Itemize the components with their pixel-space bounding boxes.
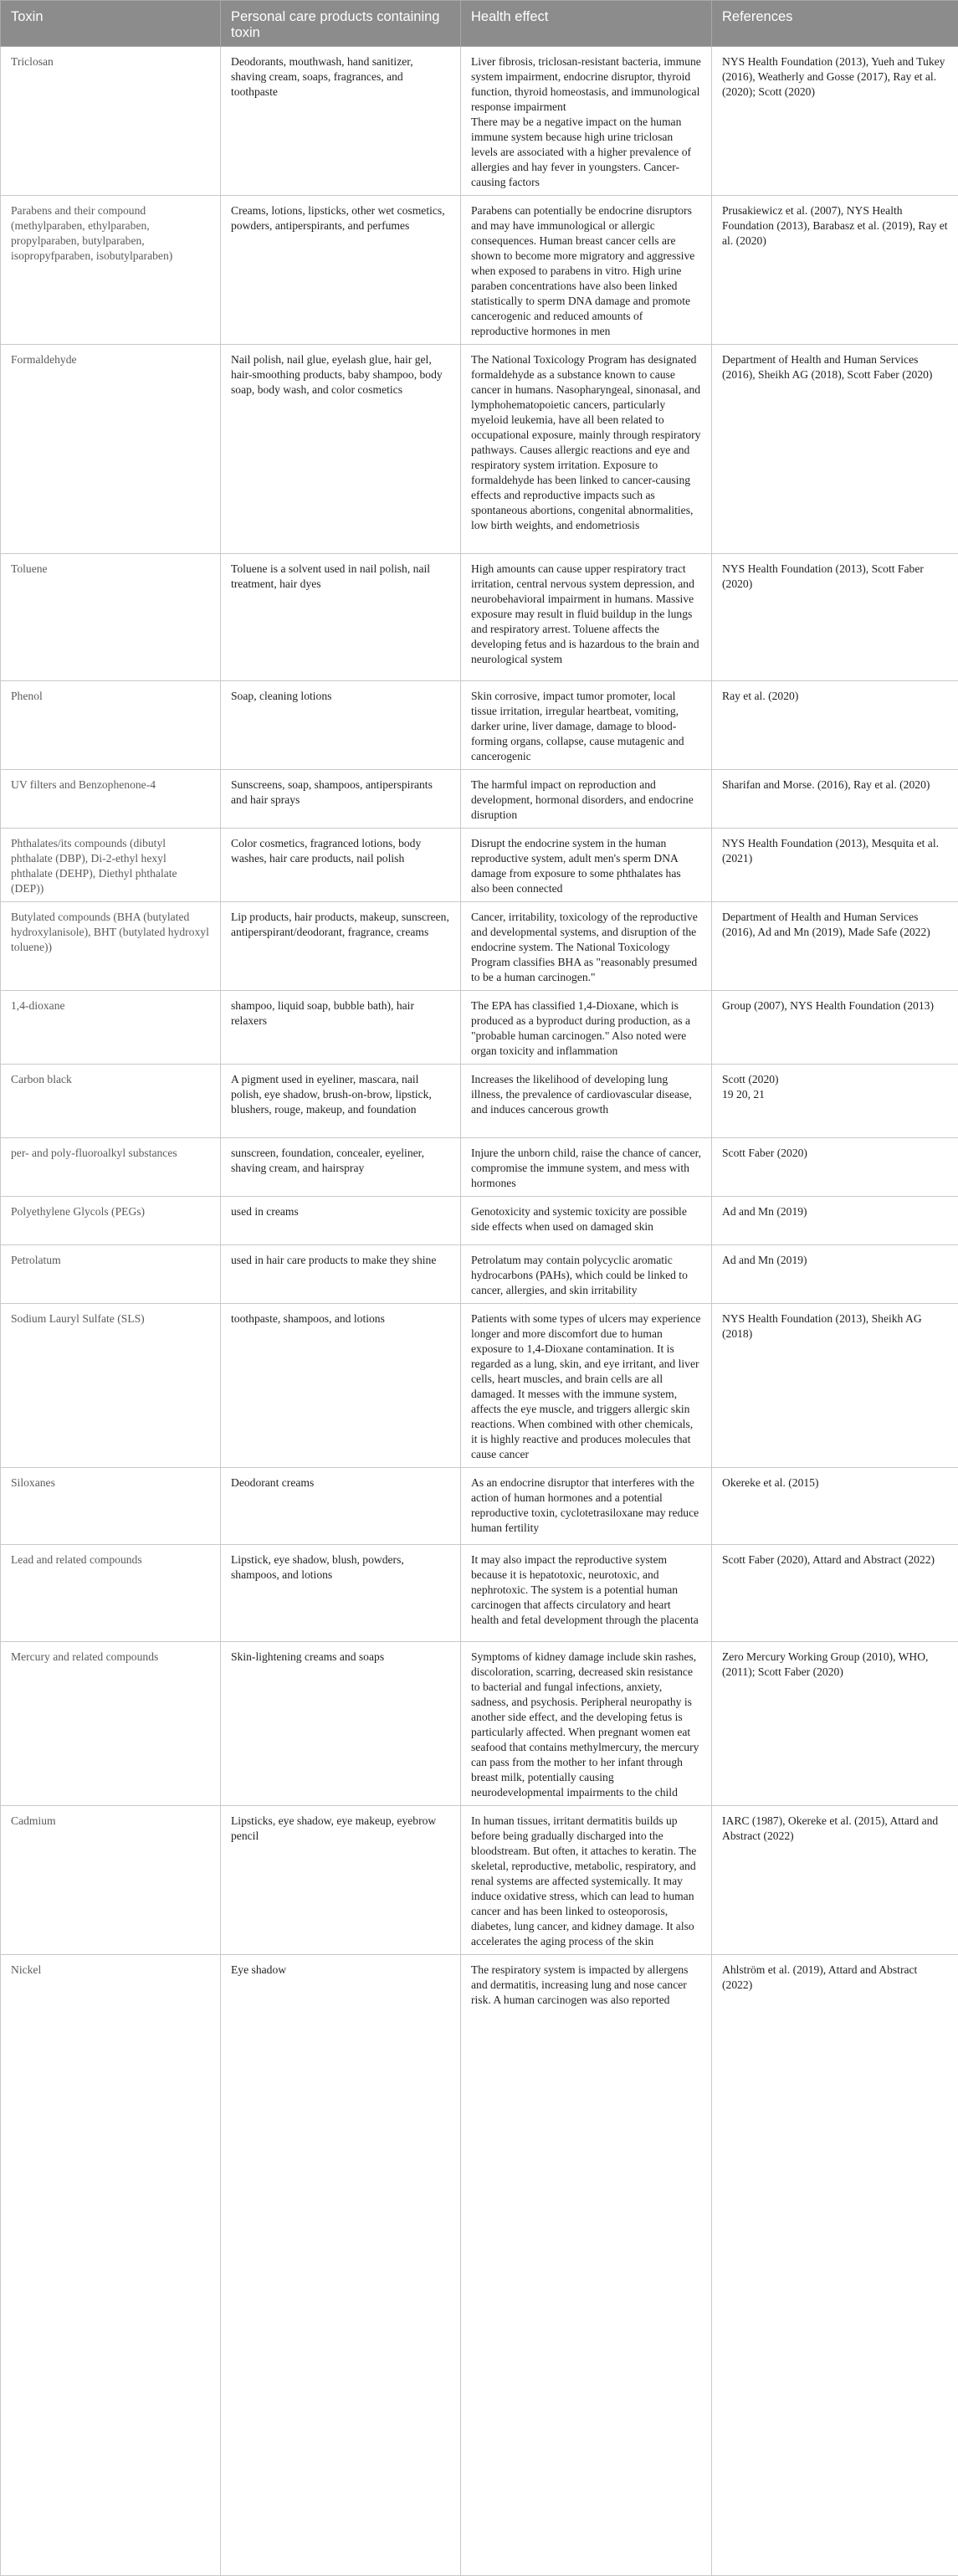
- toxin-cell: Toluene: [1, 554, 221, 681]
- toxin-cell: Phthalates/its compounds (dibutyl phthalate (DBP), Di-2-ethyl hexyl phthalate (DEHP), Diethyl phthalate (DEP)): [1, 829, 221, 902]
- table-row: [1, 770, 958, 829]
- references-cell: Group (2007), NYS Health Foundation (2013): [712, 991, 958, 1065]
- health-effect-cell: Increases the likelihood of developing lung illness, the prevalence of cardiovascular disease, and induces cancerous growth: [461, 1065, 712, 1138]
- references-cell: Scott Faber (2020), Attard and Abstract (2022): [712, 1545, 958, 1642]
- products-cell: Lipsticks, eye shadow, eye makeup, eyebrow pencil: [221, 1806, 461, 1955]
- toxin-cell: Petrolatum: [1, 1245, 221, 1304]
- table-row: [1, 554, 958, 681]
- toxin-cell: Carbon black: [1, 1065, 221, 1138]
- references-cell: NYS Health Foundation (2013), Sheikh AG (2018): [712, 1304, 958, 1468]
- health-effect-cell: Symptoms of kidney damage include skin rashes, discoloration, scarring, decreased skin resistance to bacterial and fungal infections, anxiety, sadness, and psychosis. Peripheral neuropathy is another side effect, and the developing fetus is particularly affected. When pregnant women eat seafood that contains methylmercury, the mercury can pass from the mother to her infant through breast milk, potentially causing neurodevelopmental impairments to the child: [461, 1642, 712, 1806]
- references-cell: NYS Health Foundation (2013), Mesquita et al. (2021): [712, 829, 958, 902]
- table-row: [1, 1245, 958, 1304]
- products-cell: Nail polish, nail glue, eyelash glue, hair gel, hair-smoothing products, baby shampoo, body soap, body wash, and color cosmetics: [221, 345, 461, 554]
- health-effect-cell: Petrolatum may contain polycyclic aromatic hydrocarbons (PAHs), which could be linked to cancer, allergies, and skin irritability: [461, 1245, 712, 1304]
- health-effect-cell: The National Toxicology Program has designated formaldehyde as a substance known to cause cancer in humans. Nasopharyngeal, sinonasal, and lymphohematopoietic cancers, particularly myeloid leukemia, have all been related to occupational exposure, mainly through respiratory pathways. Causes allergic reactions and eye and respiratory system irritation. Exposure to formaldehyde has been linked to cancer-causing effects and reproductive impacts such as spontaneous abortions, congenital abnormalities, low birth weights, and endometriosis: [461, 345, 712, 554]
- toxin-cell: Parabens and their compound (methylparaben, ethylparaben, propylparaben, butylparaben, isopropyfparaben, isobutylparaben): [1, 196, 221, 345]
- health-effect-cell: High amounts can cause upper respiratory tract irritation, central nervous system depression, and neurobehavioral impairment in humans. Massive exposure may result in fluid buildup in the lungs and respiratory arrest. Toluene affects the developing fetus and is hazardous to the brain and neurological system: [461, 554, 712, 681]
- table-row: [1, 991, 958, 1065]
- products-cell: Lipstick, eye shadow, blush, powders, shampoos, and lotions: [221, 1545, 461, 1642]
- references-cell: Scott Faber (2020): [712, 1138, 958, 1197]
- health-effect-cell: Genotoxicity and systemic toxicity are possible side effects when used on damaged skin: [461, 1197, 712, 1245]
- column-header-references: References: [712, 1, 958, 47]
- table-row: [1, 1642, 958, 1806]
- table-row: [1, 829, 958, 902]
- references-cell: Ad and Mn (2019): [712, 1197, 958, 1245]
- toxin-cell: Sodium Lauryl Sulfate (SLS): [1, 1304, 221, 1468]
- health-effect-cell: Disrupt the endocrine system in the human reproductive system, adult men's sperm DNA damage from exposure to some phthalates has also been connected: [461, 829, 712, 902]
- toxin-cell: per- and poly-fluoroalkyl substances: [1, 1138, 221, 1197]
- references-cell: Department of Health and Human Services (2016), Ad and Mn (2019), Made Safe (2022): [712, 902, 958, 991]
- references-cell: Ray et al. (2020): [712, 681, 958, 770]
- table-header-row: [1, 1, 958, 47]
- health-effect-text: Liver fibrosis, triclosan-resistant bacteria, immune system impairment, endocrine disruptor, thyroid function, thyroid homeostasis, and immunological response impairment: [471, 55, 701, 113]
- products-cell: Toluene is a solvent used in nail polish, nail treatment, hair dyes: [221, 554, 461, 681]
- health-effect-cell: The respiratory system is impacted by allergens and dermatitis, increasing lung and nose cancer risk. A human carcinogen was also reported: [461, 1955, 712, 2576]
- table-row: [1, 196, 958, 345]
- column-header-toxin: Toxin: [1, 1, 221, 47]
- references-cell: Department of Health and Human Services (2016), Sheikh AG (2018), Scott Faber (2020): [712, 345, 958, 554]
- references-cell: NYS Health Foundation (2013), Yueh and Tukey (2016), Weatherly and Gosse (2017), Ray et al. (2020); Scott (2020): [712, 47, 958, 196]
- references-text: Scott (2020): [722, 1073, 779, 1085]
- products-cell: Sunscreens, soap, shampoos, antiperspirants and hair sprays: [221, 770, 461, 829]
- health-effect-cell: Patients with some types of ulcers may experience longer and more discomfort due to human exposure to 1,4-Dioxane contamination. It is regarded as a lung, skin, and eye irritant, and liver cells, heart muscles, and brain cells are all damaged. It messes with the immune system, affects the eye muscle, and triggers allergic skin reactions. When combined with other chemicals, it is highly reactive and produces molecules that cause cancer: [461, 1304, 712, 1468]
- products-cell: toothpaste, shampoos, and lotions: [221, 1304, 461, 1468]
- products-cell: Deodorants, mouthwash, hand sanitizer, shaving cream, soaps, fragrances, and toothpaste: [221, 47, 461, 196]
- references-cell: Prusakiewicz et al. (2007), NYS Health Foundation (2013), Barabasz et al. (2019), Ray et al. (2020): [712, 196, 958, 345]
- products-cell: Lip products, hair products, makeup, sunscreen, antiperspirant/deodorant, fragrance, creams: [221, 902, 461, 991]
- references-cell: NYS Health Foundation (2013), Scott Faber (2020): [712, 554, 958, 681]
- health-effect-cell: It may also impact the reproductive system because it is hepatotoxic, neurotoxic, and nephrotoxic. The system is a potential human carcinogen that affects circulatory and heart health and fetal development through the placenta: [461, 1545, 712, 1642]
- products-cell: Eye shadow: [221, 1955, 461, 2576]
- health-effect-cell: The harmful impact on reproduction and development, hormonal disorders, and endocrine disruption: [461, 770, 712, 829]
- column-header-products: Personal care products containing toxin: [221, 1, 461, 47]
- table-row: [1, 902, 958, 991]
- table-row: [1, 1545, 958, 1642]
- products-cell: sunscreen, foundation, concealer, eyeliner, shaving cream, and hairspray: [221, 1138, 461, 1197]
- table-row: [1, 681, 958, 770]
- references-text-extra: 19 20, 21: [722, 1088, 765, 1101]
- toxin-cell: Siloxanes: [1, 1468, 221, 1545]
- table-row: [1, 1304, 958, 1468]
- references-cell: Ad and Mn (2019): [712, 1245, 958, 1304]
- references-cell: Okereke et al. (2015): [712, 1468, 958, 1545]
- table-row: [1, 1955, 958, 2576]
- table-row: [1, 345, 958, 554]
- toxin-cell: Formaldehyde: [1, 345, 221, 554]
- products-cell: Color cosmetics, fragranced lotions, body washes, hair care products, nail polish: [221, 829, 461, 902]
- products-cell: Skin-lightening creams and soaps: [221, 1642, 461, 1806]
- products-cell: A pigment used in eyeliner, mascara, nail polish, eye shadow, brush-on-brow, lipstick, blushers, rouge, makeup, and foundation: [221, 1065, 461, 1138]
- health-effect-cell: In human tissues, irritant dermatitis builds up before being gradually discharged into the bloodstream. But often, it attaches to keratin. The skeletal, reproductive, metabolic, respiratory, and renal systems are affected systemically. It may induce oxidative stress, which can lead to human cancer and has been linked to osteoporosis, diabetes, lung cancer, and kidney damage. It also accelerates the aging process of the skin: [461, 1806, 712, 1955]
- toxin-cell: Triclosan: [1, 47, 221, 196]
- toxin-cell: 1,4-dioxane: [1, 991, 221, 1065]
- toxin-cell: Lead and related compounds: [1, 1545, 221, 1642]
- toxin-cell: Cadmium: [1, 1806, 221, 1955]
- health-effect-cell: Injure the unborn child, raise the chance of cancer, compromise the immune system, and mess with hormones: [461, 1138, 712, 1197]
- health-effect-text-extra: There may be a negative impact on the human immune system because high urine triclosan levels are associated with a higher prevalence of allergies and hay fever in youngsters. Cancer-causing factors: [471, 115, 692, 188]
- table-row: [1, 1138, 958, 1197]
- column-header-health-effect: Health effect: [461, 1, 712, 47]
- toxin-cell: Phenol: [1, 681, 221, 770]
- health-effect-cell: As an endocrine disruptor that interferes with the action of human hormones and a potential reproductive toxin, cyclotetrasiloxane may reduce human fertility: [461, 1468, 712, 1545]
- references-cell: Zero Mercury Working Group (2010), WHO, (2011); Scott Faber (2020): [712, 1642, 958, 1806]
- products-cell: shampoo, liquid soap, bubble bath), hair relaxers: [221, 991, 461, 1065]
- products-cell: Deodorant creams: [221, 1468, 461, 1545]
- products-cell: used in creams: [221, 1197, 461, 1245]
- toxin-cell: Butylated compounds (BHA (butylated hydroxylanisole), BHT (butylated hydroxyl toluene)): [1, 902, 221, 991]
- toxin-cell: UV filters and Benzophenone-4: [1, 770, 221, 829]
- health-effect-cell: Parabens can potentially be endocrine disruptors and may have immunological or allergic consequences. Human breast cancer cells are shown to become more migratory and aggressive when exposed to parabens in vitro. High urine paraben concentrations have also been linked statistically to sperm DNA damage and promote cancerogenic and reduced amounts of reproductive hormones in men: [461, 196, 712, 345]
- table-row: [1, 47, 958, 196]
- references-cell: [712, 1065, 958, 1138]
- products-cell: Soap, cleaning lotions: [221, 681, 461, 770]
- references-cell: Ahlström et al. (2019), Attard and Abstract (2022): [712, 1955, 958, 2576]
- health-effect-cell: [461, 47, 712, 196]
- toxin-cell: Nickel: [1, 1955, 221, 2576]
- table-row: [1, 1197, 958, 1245]
- references-cell: Sharifan and Morse. (2016), Ray et al. (2020): [712, 770, 958, 829]
- toxin-cell: Polyethylene Glycols (PEGs): [1, 1197, 221, 1245]
- health-effect-cell: Skin corrosive, impact tumor promoter, local tissue irritation, irregular heartbeat, vomiting, darker urine, liver damage, damage to blood-forming organs, collapse, cause mutagenic and cancerogenic: [461, 681, 712, 770]
- toxin-cell: Mercury and related compounds: [1, 1642, 221, 1806]
- table-row: [1, 1806, 958, 1955]
- products-cell: used in hair care products to make they shine: [221, 1245, 461, 1304]
- health-effect-cell: Cancer, irritability, toxicology of the reproductive and developmental systems, and disruption of the endocrine system. The National Toxicology Program classifies BHA as "reasonably presumed to be a human carcinogen.": [461, 902, 712, 991]
- table-row: [1, 1065, 958, 1138]
- health-effect-cell: The EPA has classified 1,4-Dioxane, which is produced as a byproduct during production, as a "probable human carcinogen." Also noted were organ toxicity and inflammation: [461, 991, 712, 1065]
- table-row: [1, 1468, 958, 1545]
- products-cell: Creams, lotions, lipsticks, other wet cosmetics, powders, antiperspirants, and perfumes: [221, 196, 461, 345]
- references-cell: IARC (1987), Okereke et al. (2015), Attard and Abstract (2022): [712, 1806, 958, 1955]
